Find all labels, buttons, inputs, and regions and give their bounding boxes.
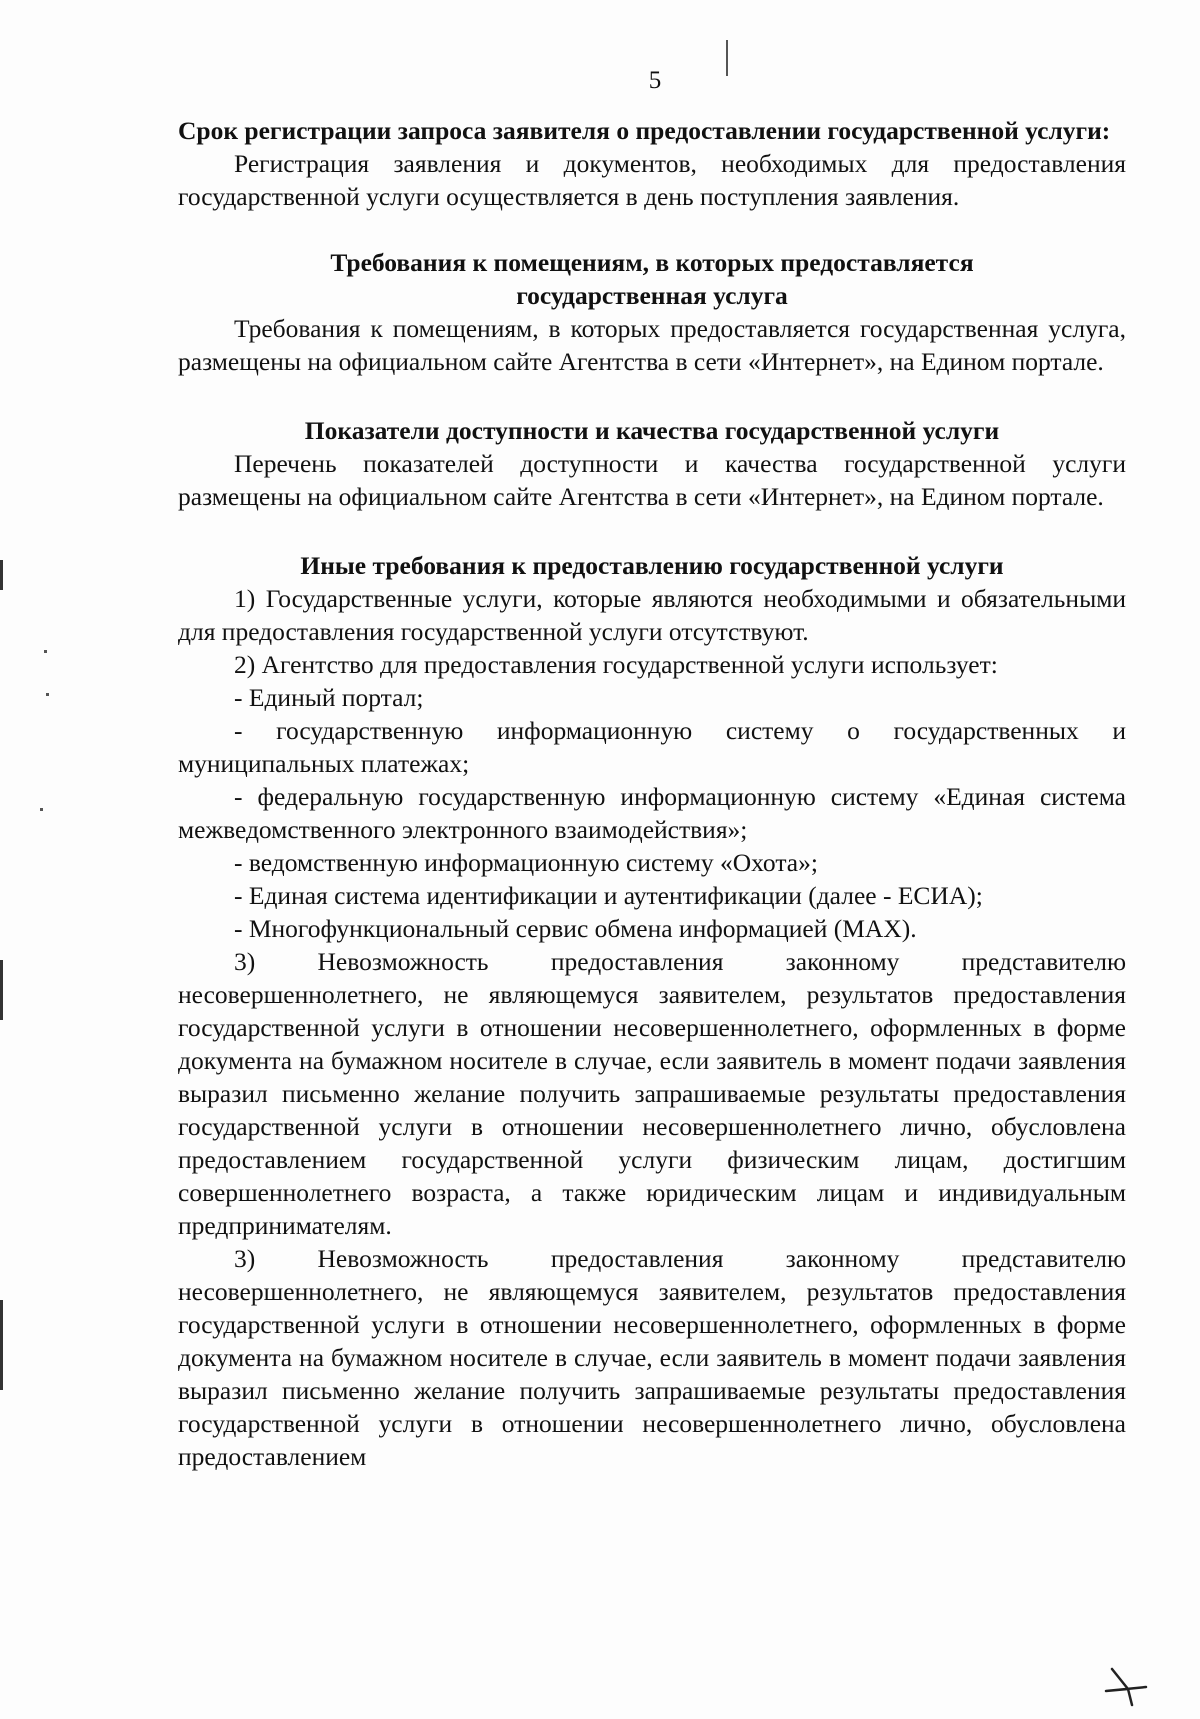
document-body xyxy=(178,114,1126,1473)
system-list-item: - Единый портал; xyxy=(234,683,424,712)
page-number: 5 xyxy=(648,67,662,94)
handwritten-mark-icon xyxy=(1098,1659,1158,1709)
section-heading-premises xyxy=(178,246,1126,312)
list-item-1: 1) Государственные услуги, которые являются необходимыми и обязательными для предоставления государственной услуги отсутствуют. xyxy=(178,584,1126,646)
scan-dot xyxy=(44,650,47,653)
system-list-item: - Многофункциональный сервис обмена информацией (MAX). xyxy=(234,914,917,943)
section-heading-registration: Срок регистрации запроса заявителя о предоставлении государственной услуги: xyxy=(178,116,1111,145)
system-list-item: - государственную информационную систему о государственных и муниципальных платежах; xyxy=(178,716,1126,778)
system-list-item: - федеральную государственную информационную систему «Единая система межведомственного электронного взаимодействия»; xyxy=(178,782,1126,844)
heading-line: Требования к помещениям, в которых предоставляется xyxy=(330,248,974,277)
section-heading-indicators: Показатели доступности и качества государственной услуги xyxy=(304,416,1000,445)
heading-line: государственная услуга xyxy=(516,281,788,310)
paragraph-registration: Регистрация заявления и документов, необходимых для предоставления государственной услуги осуществляется в день поступления заявления. xyxy=(178,149,1126,211)
system-list-item: - Единая система идентификации и аутентификации (далее - ЕСИА); xyxy=(234,881,983,910)
paragraph-premises: Требования к помещениям, в которых предоставляется государственная услуга, размещены на официальном сайте Агентства в сети «Интернет», на Едином портале. xyxy=(178,314,1126,376)
list-item-3b: 3) Невозможность предоставления законному представителю несовершеннолетнего, не являющемуся заявителем, результатов предоставления государственной услуги в отношении несовершеннолетнего, оформленных в форме документа на бумажном носителе в случае, если заявитель в момент подачи заявления выразил письменно желание получить запрашиваемые результаты предоставления государственной услуги в отношении несовершеннолетнего лично, обусловлена предоставлением xyxy=(178,1244,1126,1471)
paragraph-indicators: Перечень показателей доступности и качества государственной услуги размещены на официальном сайте Агентства в сети «Интернет», на Едином портале. xyxy=(178,449,1126,511)
list-item-2: 2) Агентство для предоставления государственной услуги использует: xyxy=(234,650,998,679)
list-item-3a: 3) Невозможность предоставления законному представителю несовершеннолетнего, не являющемуся заявителем, результатов предоставления государственной услуги в отношении несовершеннолетнего, оформленных в форме документа на бумажном носителе в случае, если заявитель в момент подачи заявления выразил письменно желание получить запрашиваемые результаты предоставления государственной услуги в отношении несовершеннолетнего лично, обусловлена предоставлением государственной услуги физическим лицам, достигшим совершеннолетнего возраста, а также юридическим лицам и индивидуальным предпринимателям. xyxy=(178,947,1126,1240)
scan-edge-line xyxy=(0,1300,3,1390)
section-heading-other: Иные требования к предоставлению государственной услуги xyxy=(300,551,1004,580)
system-list-item: - ведомственную информационную систему «Охота»; xyxy=(234,848,818,877)
scan-dot xyxy=(46,693,49,696)
scan-dot xyxy=(40,808,43,811)
scan-edge-line xyxy=(0,560,3,590)
scan-edge-line xyxy=(0,960,3,1020)
